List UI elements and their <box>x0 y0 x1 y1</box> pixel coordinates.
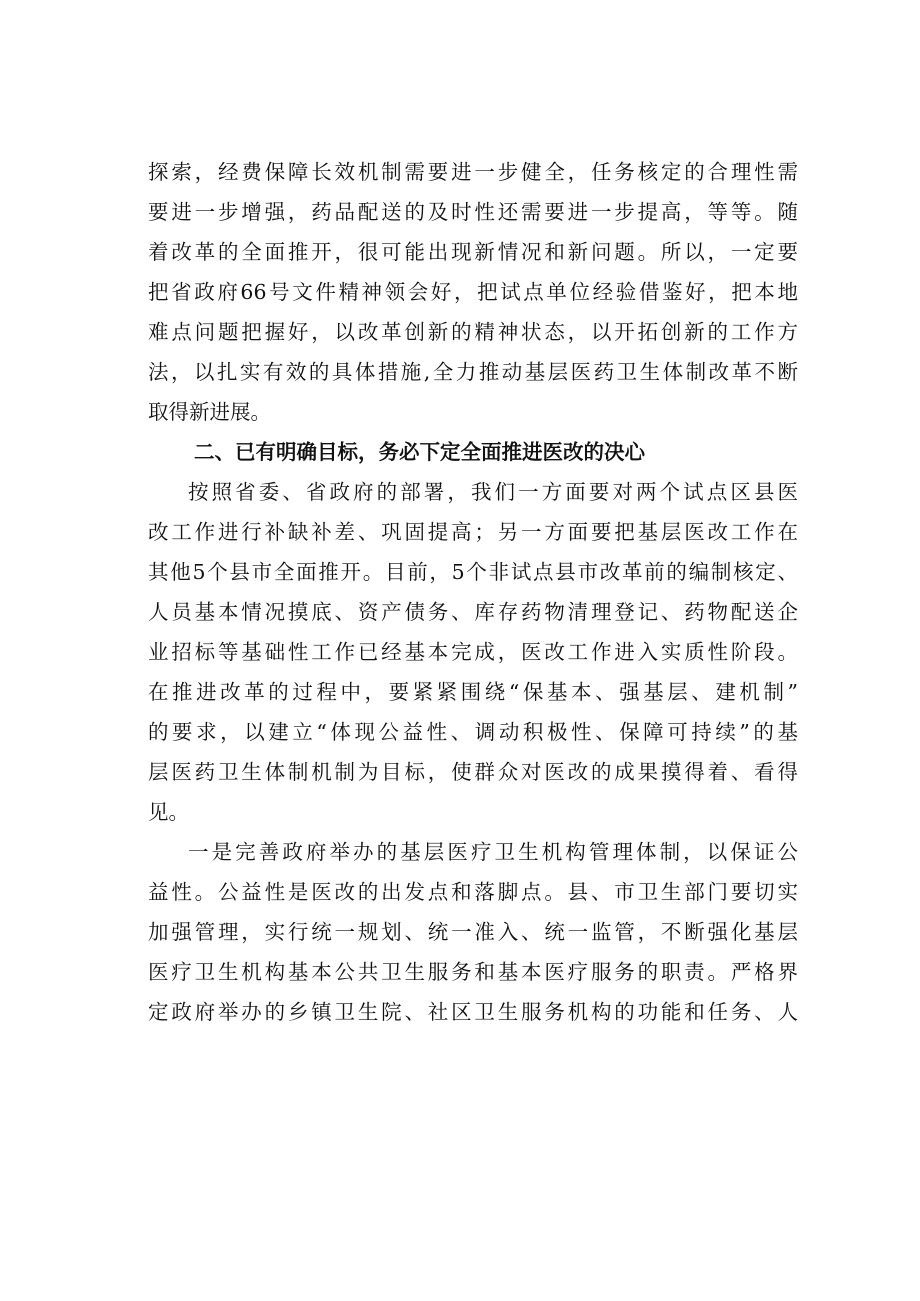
text-line: 要进一步增强，药品配送的及时性还需要进一步提高，等等。随 <box>148 200 798 224</box>
text-line: 的要求，以建立“体现公益性、调动积极性、保障可持续”的基 <box>148 720 798 744</box>
text-line: 改工作进行补缺补差、巩固提高；另一方面要把基层医改工作在 <box>148 520 798 544</box>
text-line: 法，以扎实有效的具体措施,全力推动基层医药卫生体制改革不断 <box>148 360 798 384</box>
paragraph-1 <box>148 152 798 432</box>
document-body <box>148 152 798 1032</box>
text-line: 难点问题把握好，以改革创新的精神状态，以开拓创新的工作方 <box>148 320 798 344</box>
text-line: 益性。公益性是医改的出发点和落脚点。县、市卫生部门要切实 <box>148 880 798 904</box>
text-line: 医疗卫生机构基本公共卫生服务和基本医疗服务的职责。严格界 <box>148 960 798 984</box>
text-line: 定政府举办的乡镇卫生院、社区卫生服务机构的功能和任务、人 <box>148 1000 798 1024</box>
text-line: 在推进改革的过程中，要紧紧围绕“保基本、强基层、建机制” <box>148 680 798 704</box>
text-line: 业招标等基础性工作已经基本完成，医改工作进入实质性阶段。 <box>148 640 798 664</box>
text-line: 把省政府66号文件精神领会好，把试点单位经验借鉴好，把本地 <box>148 280 798 304</box>
text-line: 取得新进展。 <box>148 400 271 424</box>
paragraph-2 <box>148 472 798 832</box>
text-line: 按照省委、省政府的部署，我们一方面要对两个试点区县医 <box>188 480 798 504</box>
section-heading-2: 二、已有明确目标，务必下定全面推进医改的决心 <box>194 440 645 464</box>
text-line: 层医药卫生体制机制为目标，使群众对医改的成果摸得着、看得 <box>148 760 798 784</box>
text-line: 加强管理，实行统一规划、统一准入、统一监管，不断强化基层 <box>148 920 798 944</box>
text-line: 一是完善政府举办的基层医疗卫生机构管理体制，以保证公 <box>188 840 798 864</box>
text-line: 其他5个县市全面推开。目前，5个非试点县市改革前的编制核定、 <box>148 560 798 584</box>
text-line: 探索，经费保障长效机制需要进一步健全，任务核定的合理性需 <box>148 160 798 184</box>
text-line: 人员基本情况摸底、资产债务、库存药物清理登记、药物配送企 <box>148 600 798 624</box>
text-line: 着改革的全面推开，很可能出现新情况和新问题。所以，一定要 <box>148 240 798 264</box>
text-line: 见。 <box>148 800 189 824</box>
paragraph-3 <box>148 832 798 1032</box>
